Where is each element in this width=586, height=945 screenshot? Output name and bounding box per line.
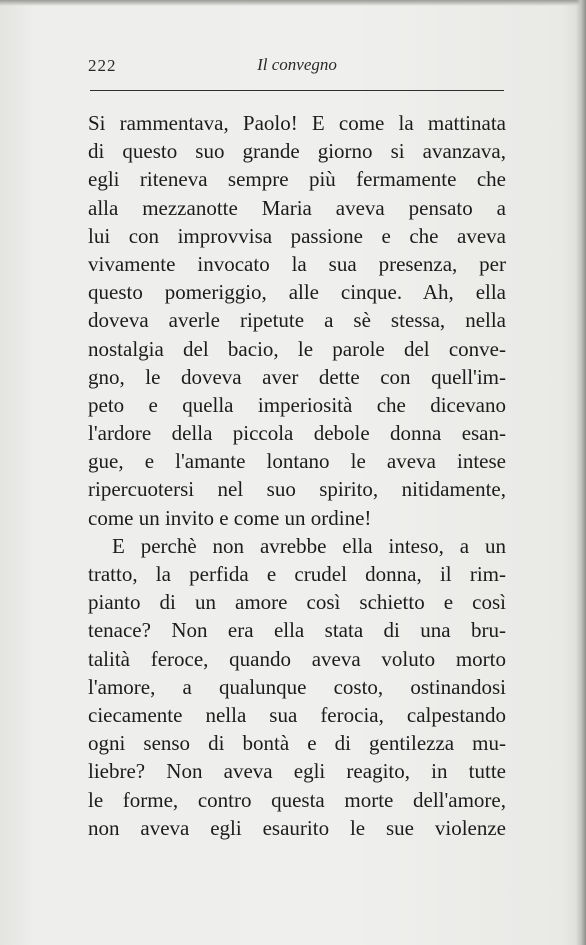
text-line: ogni senso di bontà e di gentilezza mu- <box>88 731 506 756</box>
paragraph-1 <box>88 109 506 532</box>
text-line: gue, e l'amante lontano le aveva intese <box>88 449 506 474</box>
page-top-edge <box>0 0 586 6</box>
text-line: questo pomeriggio, alle cinque. Ah, ella <box>88 280 506 305</box>
running-title: Il convegno <box>257 55 337 74</box>
paragraph-2 <box>88 532 506 842</box>
page-binding-edge <box>576 0 586 945</box>
text-line: di questo suo grande giorno si avanzava, <box>88 139 506 164</box>
text-line: lui con improvvisa passione e che aveva <box>88 223 506 248</box>
text-line: gno, le doveva aver dette con quell'im- <box>88 364 506 389</box>
text-line: talità feroce, quando aveva voluto morto <box>88 646 506 671</box>
text-line: nostalgia del bacio, le parole del conve- <box>88 336 506 361</box>
text-line: doveva averle ripetute a sè stessa, nella <box>88 308 506 333</box>
text-line: ripercuotersi nel suo spirito, nitidamente, <box>88 477 506 502</box>
text-line: l'amore, a qualunque costo, ostinandosi <box>88 674 506 699</box>
header-rule <box>90 90 504 91</box>
text-line: pianto di un amore così schietto e così <box>88 590 506 615</box>
text-line: le forme, contro questa morte dell'amore, <box>88 787 506 812</box>
text-line: tenace? Non era ella stata di una bru- <box>88 618 506 643</box>
text-line: egli riteneva sempre più fermamente che <box>88 167 506 192</box>
text-line: alla mezzanotte Maria aveva pensato a <box>88 195 506 220</box>
text-line: l'ardore della piccola debole donna esan- <box>88 421 506 446</box>
text-line: non aveva egli esaurito le sue violenze <box>88 815 506 840</box>
text-line: come un invito e come un ordine! <box>88 505 372 530</box>
text-line: liebre? Non aveva egli reagito, in tutte <box>88 759 506 784</box>
text-line: peto e quella imperiosità che dicevano <box>88 392 506 417</box>
text-line: E perchè non avrebbe ella inteso, a un <box>112 533 506 558</box>
text-line: tratto, la perfida e crudel donna, il rim- <box>88 562 506 586</box>
body-text <box>88 109 506 842</box>
page-header <box>88 56 506 86</box>
text-line: Si rammentava, Paolo! E come la mattinata <box>88 111 506 135</box>
page-number: 222 <box>88 56 117 75</box>
text-line: ciecamente nella sua ferocia, calpestando <box>88 702 506 727</box>
text-line: vivamente invocato la sua presenza, per <box>88 251 506 276</box>
